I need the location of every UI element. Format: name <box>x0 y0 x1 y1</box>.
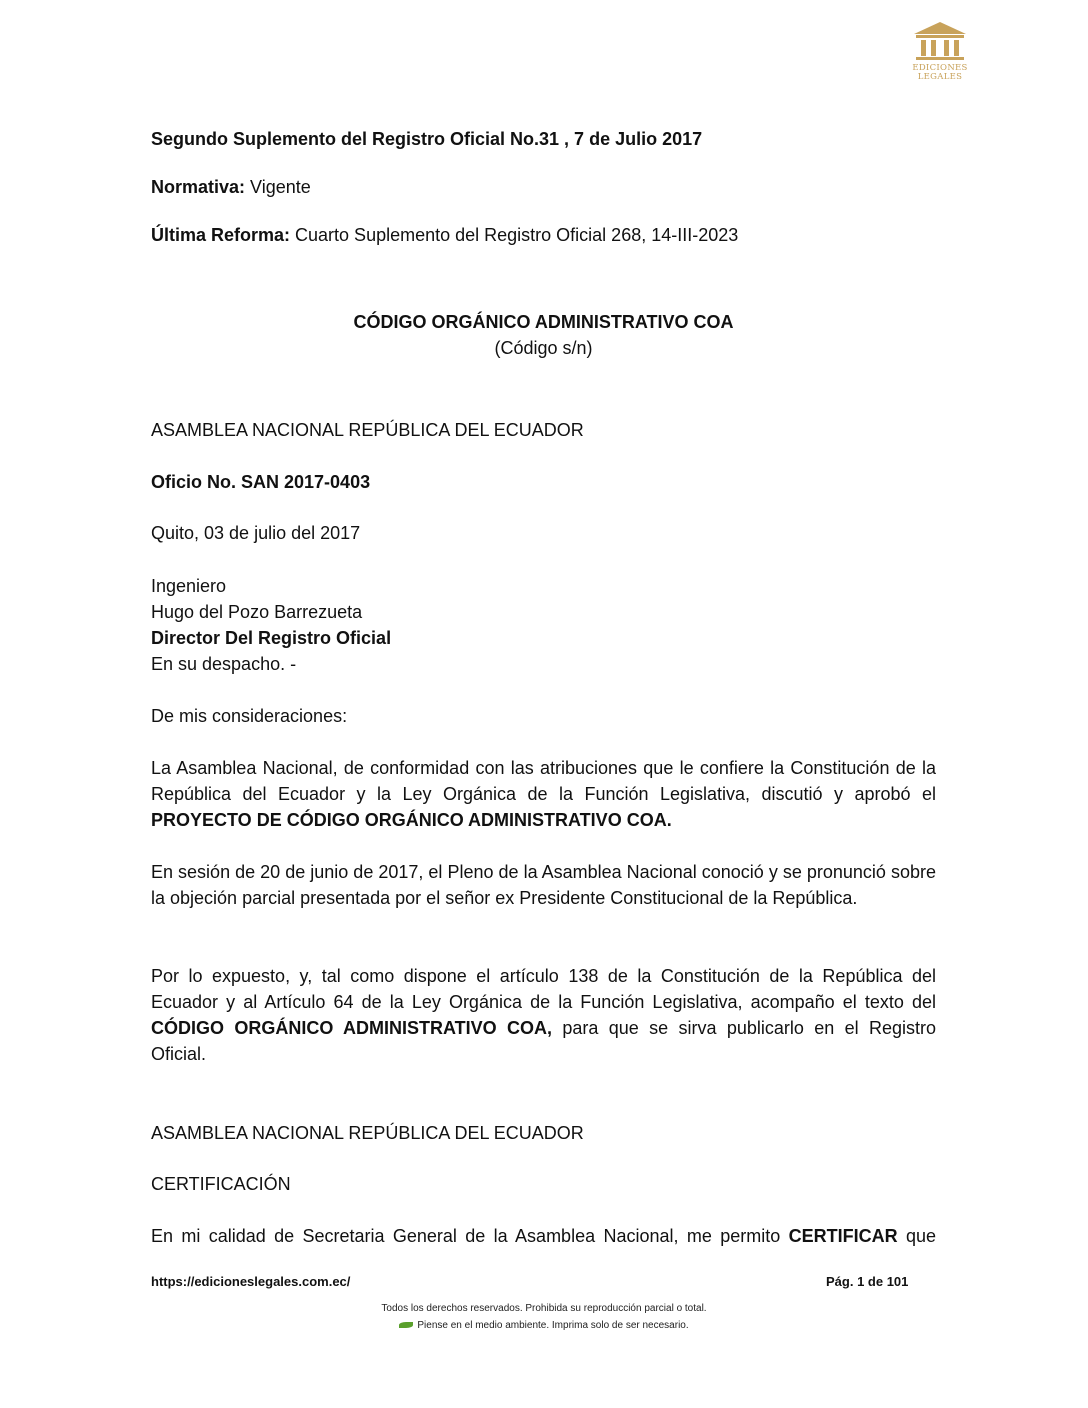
logo-text-line2: LEGALES <box>917 72 963 82</box>
recipient-closing: En su despacho. - <box>151 654 297 674</box>
reforma-label: Última Reforma: <box>151 225 291 245</box>
recipient-position: Director Del Registro Oficial <box>151 628 392 648</box>
paragraph-1 <box>151 755 936 833</box>
document-subtitle: (Código s/n) <box>494 338 593 358</box>
reforma-line <box>151 222 936 248</box>
publisher-logo <box>906 20 974 82</box>
paragraph-4-text-b: que <box>897 1226 936 1246</box>
paragraph-3-text-b: para que se sirva publicarlo en el Registro Oficial. <box>151 1018 937 1064</box>
reforma-value: Cuarto Suplemento del Registro Oficial 268, 14-III-2023 <box>290 225 739 245</box>
normativa-line <box>151 174 936 200</box>
paragraph-3 <box>151 963 936 1067</box>
salutation: De mis consideraciones: <box>151 706 348 726</box>
environment-notice: Piense en el medio ambiente. Imprima solo de ser necesario. <box>417 1320 689 1331</box>
paragraph-4 <box>151 1223 936 1249</box>
logo-text-line1: EDICIONES <box>912 63 968 73</box>
leaf-icon <box>399 1322 413 1328</box>
footer-url[interactable]: https://edicioneslegales.com.ec/ <box>151 1274 351 1289</box>
normativa-value: Vigente <box>245 177 311 197</box>
recipient-name: Hugo del Pozo Barrezueta <box>151 602 363 622</box>
paragraph-3-bold: CÓDIGO ORGÁNICO ADMINISTRATIVO COA, <box>151 1018 553 1038</box>
building-columns-icon <box>912 20 968 64</box>
certificacion-heading: CERTIFICACIÓN <box>151 1174 291 1194</box>
asamblea-heading-2: ASAMBLEA NACIONAL REPÚBLICA DEL ECUADOR <box>151 1123 584 1143</box>
paragraph-1-bold: PROYECTO DE CÓDIGO ORGÁNICO ADMINISTRATIVO COA. <box>151 810 672 830</box>
page-number: Pág. 1 de 101 <box>826 1274 909 1289</box>
paragraph-4-bold: CERTIFICAR <box>788 1226 898 1246</box>
environment-notice-line <box>0 1320 1088 1331</box>
normativa-label: Normativa: <box>151 177 246 197</box>
document-title: CÓDIGO ORGÁNICO ADMINISTRATIVO COA <box>353 312 734 332</box>
rights-notice: Todos los derechos reservados. Prohibida su reproducción parcial o total. <box>381 1303 707 1314</box>
paragraph-3-text-a: Por lo expuesto, y, tal como dispone el artículo 138 de la Constitución de la República del Ecuador y al Artículo 64 de la Ley Orgánica de la Función Legislativa, acompaño el texto del <box>151 966 936 1012</box>
paragraph-4-text-a: En mi calidad de Secretaria General de la Asamblea Nacional, me permito <box>151 1226 789 1246</box>
paragraph-1-text: La Asamblea Nacional, de conformidad con las atribuciones que le confiere la Constitución de la República del Ecuador y la Ley Orgánica de la Función Legislativa, discutió y aprobó el <box>151 758 936 804</box>
oficio-number: Oficio No. SAN 2017-0403 <box>151 472 371 492</box>
paragraph-2: En sesión de 20 de junio de 2017, el Pleno de la Asamblea Nacional conoció y se pronunció sobre la objeción parcial presentada por el señor ex Presidente Constitucional de la República. <box>151 862 936 908</box>
registro-heading: Segundo Suplemento del Registro Oficial No.31 , 7 de Julio 2017 <box>151 129 703 149</box>
recipient-title: Ingeniero <box>151 576 227 596</box>
letter-date: Quito, 03 de julio del 2017 <box>151 523 361 543</box>
asamblea-heading-1: ASAMBLEA NACIONAL REPÚBLICA DEL ECUADOR <box>151 420 584 440</box>
